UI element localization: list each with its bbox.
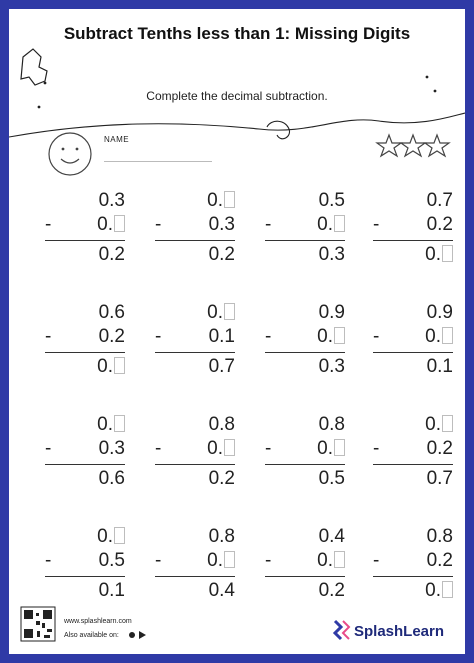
minuend bbox=[425, 413, 453, 437]
minuend-text: 0.8 bbox=[426, 526, 453, 547]
difference bbox=[425, 243, 453, 267]
minuend bbox=[99, 301, 125, 325]
answer-line bbox=[155, 576, 235, 577]
subtrahend bbox=[207, 437, 235, 461]
answer-line bbox=[373, 240, 453, 241]
subtrahend bbox=[425, 325, 453, 349]
minuend-text: 0.9 bbox=[318, 302, 345, 323]
star-dot bbox=[44, 82, 47, 85]
difference-text: 0.3 bbox=[318, 244, 345, 265]
minuend-text: 0.3 bbox=[98, 190, 125, 211]
minus-sign: - bbox=[155, 326, 162, 347]
minuend bbox=[319, 413, 345, 437]
answer-line bbox=[155, 352, 235, 353]
difference-text: 0.2 bbox=[208, 244, 235, 265]
wave-line bbox=[9, 113, 465, 137]
subtrahend-text: 0.5 bbox=[98, 550, 125, 571]
footer-url[interactable]: www.splashlearn.com bbox=[64, 618, 132, 625]
difference-text: 0.1 bbox=[98, 580, 125, 601]
difference-text: 0. bbox=[97, 356, 113, 377]
difference-text: 0.7 bbox=[208, 356, 235, 377]
difference-text: 0.1 bbox=[426, 356, 453, 377]
footer-available: Also available on: bbox=[64, 632, 119, 639]
missing-digit-box[interactable] bbox=[224, 191, 235, 208]
minuend bbox=[319, 301, 345, 325]
missing-digit-box[interactable] bbox=[114, 415, 125, 432]
minuend-text: 0.9 bbox=[426, 302, 453, 323]
minus-sign: - bbox=[45, 326, 52, 347]
difference bbox=[209, 355, 235, 379]
minuend-text: 0.8 bbox=[208, 526, 235, 547]
minus-sign: - bbox=[45, 438, 52, 459]
star-dot bbox=[426, 76, 429, 79]
minuend-text: 0. bbox=[425, 414, 441, 435]
missing-digit-box[interactable] bbox=[114, 527, 125, 544]
missing-digit-box[interactable] bbox=[442, 581, 453, 598]
difference-text: 0.2 bbox=[98, 244, 125, 265]
minuend bbox=[99, 189, 125, 213]
missing-digit-box[interactable] bbox=[334, 215, 345, 232]
minuend-text: 0. bbox=[207, 190, 223, 211]
minus-sign: - bbox=[373, 438, 380, 459]
minus-sign: - bbox=[155, 214, 162, 235]
minus-sign: - bbox=[45, 550, 52, 571]
minuend-text: 0.8 bbox=[208, 414, 235, 435]
missing-digit-box[interactable] bbox=[114, 215, 125, 232]
subtrahend bbox=[427, 549, 453, 573]
worksheet-title: Subtract Tenths less than 1: Missing Digits bbox=[63, 24, 411, 43]
minus-sign: - bbox=[265, 326, 272, 347]
subtrahend-text: 0. bbox=[425, 326, 441, 347]
difference-text: 0.6 bbox=[98, 468, 125, 489]
missing-digit-box[interactable] bbox=[442, 327, 453, 344]
subtrahend-text: 0. bbox=[317, 214, 333, 235]
subtrahend bbox=[99, 549, 125, 573]
squiggle-shape bbox=[21, 49, 47, 85]
minuend-text: 0.5 bbox=[318, 190, 345, 211]
difference-text: 0.5 bbox=[318, 468, 345, 489]
smiley-icon bbox=[49, 133, 91, 175]
difference bbox=[319, 467, 345, 491]
difference bbox=[99, 243, 125, 267]
answer-line bbox=[265, 576, 345, 577]
difference bbox=[427, 355, 453, 379]
subtrahend-text: 0.1 bbox=[208, 326, 235, 347]
subtrahend bbox=[99, 325, 125, 349]
difference bbox=[97, 355, 125, 379]
subtrahend bbox=[317, 549, 345, 573]
minus-sign: - bbox=[373, 550, 380, 571]
difference-text: 0.4 bbox=[208, 580, 235, 601]
answer-line bbox=[45, 576, 125, 577]
minus-sign: - bbox=[155, 550, 162, 571]
answer-line bbox=[373, 576, 453, 577]
difference bbox=[425, 579, 453, 603]
missing-digit-box[interactable] bbox=[442, 415, 453, 432]
difference-text: 0.2 bbox=[318, 580, 345, 601]
minuend bbox=[207, 189, 235, 213]
minus-sign: - bbox=[373, 214, 380, 235]
subtrahend-text: 0.2 bbox=[426, 438, 453, 459]
minuend-text: 0. bbox=[207, 302, 223, 323]
answer-line bbox=[155, 240, 235, 241]
minuend-text: 0. bbox=[97, 414, 113, 435]
subtrahend-text: 0.3 bbox=[98, 438, 125, 459]
answer-line bbox=[45, 464, 125, 465]
missing-digit-box[interactable] bbox=[442, 245, 453, 262]
minuend bbox=[97, 413, 125, 437]
minus-sign: - bbox=[265, 438, 272, 459]
worksheet-instruction: Complete the decimal subtraction. bbox=[146, 89, 328, 103]
difference bbox=[427, 467, 453, 491]
subtrahend-text: 0. bbox=[317, 550, 333, 571]
difference-text: 0.2 bbox=[208, 468, 235, 489]
minuend bbox=[319, 525, 345, 549]
star-rating-icon bbox=[377, 135, 449, 156]
play-store-icon bbox=[139, 631, 146, 639]
difference-text: 0.3 bbox=[318, 356, 345, 377]
subtrahend-text: 0.2 bbox=[426, 214, 453, 235]
difference-text: 0. bbox=[425, 244, 441, 265]
minus-sign: - bbox=[265, 550, 272, 571]
worksheet-page bbox=[9, 9, 465, 654]
answer-line bbox=[45, 240, 125, 241]
brand-name: SplashLearn bbox=[354, 623, 445, 640]
subtrahend-text: 0.2 bbox=[98, 326, 125, 347]
answer-line bbox=[155, 464, 235, 465]
difference bbox=[99, 579, 125, 603]
minuend bbox=[207, 301, 235, 325]
minuend bbox=[427, 525, 453, 549]
subtrahend bbox=[99, 437, 125, 461]
subtrahend bbox=[209, 325, 235, 349]
missing-digit-box[interactable] bbox=[224, 551, 235, 568]
difference bbox=[209, 243, 235, 267]
subtrahend-text: 0. bbox=[207, 438, 223, 459]
missing-digit-box[interactable] bbox=[334, 551, 345, 568]
minuend-text: 0.4 bbox=[318, 526, 345, 547]
star-dot bbox=[38, 106, 41, 109]
answer-line bbox=[45, 352, 125, 353]
minuend-text: 0. bbox=[97, 526, 113, 547]
difference bbox=[209, 579, 235, 603]
name-label: NAME bbox=[104, 135, 130, 144]
answer-line bbox=[373, 464, 453, 465]
minuend-text: 0.8 bbox=[318, 414, 345, 435]
minuend-text: 0.7 bbox=[426, 190, 453, 211]
subtrahend-text: 0. bbox=[207, 550, 223, 571]
difference-text: 0.7 bbox=[426, 468, 453, 489]
subtrahend-text: 0.2 bbox=[426, 550, 453, 571]
minus-sign: - bbox=[373, 326, 380, 347]
difference-text: 0. bbox=[425, 580, 441, 601]
missing-digit-box[interactable] bbox=[114, 357, 125, 374]
apple-icon bbox=[129, 632, 135, 638]
minuend-text: 0.6 bbox=[98, 302, 125, 323]
subtrahend bbox=[427, 213, 453, 237]
minus-sign: - bbox=[265, 214, 272, 235]
difference bbox=[99, 467, 125, 491]
minus-sign: - bbox=[45, 214, 52, 235]
difference bbox=[209, 467, 235, 491]
name-field[interactable] bbox=[104, 161, 212, 162]
qr-code-icon bbox=[21, 607, 55, 641]
missing-digit-box[interactable] bbox=[334, 327, 345, 344]
subtrahend bbox=[209, 213, 235, 237]
subtrahend-text: 0. bbox=[97, 214, 113, 235]
difference bbox=[319, 579, 345, 603]
subtrahend bbox=[317, 437, 345, 461]
answer-line bbox=[265, 240, 345, 241]
minuend bbox=[427, 189, 453, 213]
decorations bbox=[9, 9, 465, 654]
minus-sign: - bbox=[155, 438, 162, 459]
subtrahend-text: 0.3 bbox=[208, 214, 235, 235]
subtrahend-text: 0. bbox=[317, 438, 333, 459]
minuend bbox=[209, 413, 235, 437]
subtrahend bbox=[207, 549, 235, 573]
missing-digit-box[interactable] bbox=[224, 303, 235, 320]
minuend bbox=[427, 301, 453, 325]
subtrahend-text: 0. bbox=[317, 326, 333, 347]
difference bbox=[319, 355, 345, 379]
subtrahend bbox=[97, 213, 125, 237]
answer-line bbox=[373, 352, 453, 353]
difference bbox=[319, 243, 345, 267]
missing-digit-box[interactable] bbox=[334, 439, 345, 456]
subtrahend bbox=[427, 437, 453, 461]
minuend bbox=[97, 525, 125, 549]
missing-digit-box[interactable] bbox=[224, 439, 235, 456]
subtrahend bbox=[317, 213, 345, 237]
minuend bbox=[209, 525, 235, 549]
answer-line bbox=[265, 352, 345, 353]
splashlearn-logo-icon bbox=[335, 621, 349, 639]
minuend bbox=[319, 189, 345, 213]
subtrahend bbox=[317, 325, 345, 349]
answer-line bbox=[265, 464, 345, 465]
